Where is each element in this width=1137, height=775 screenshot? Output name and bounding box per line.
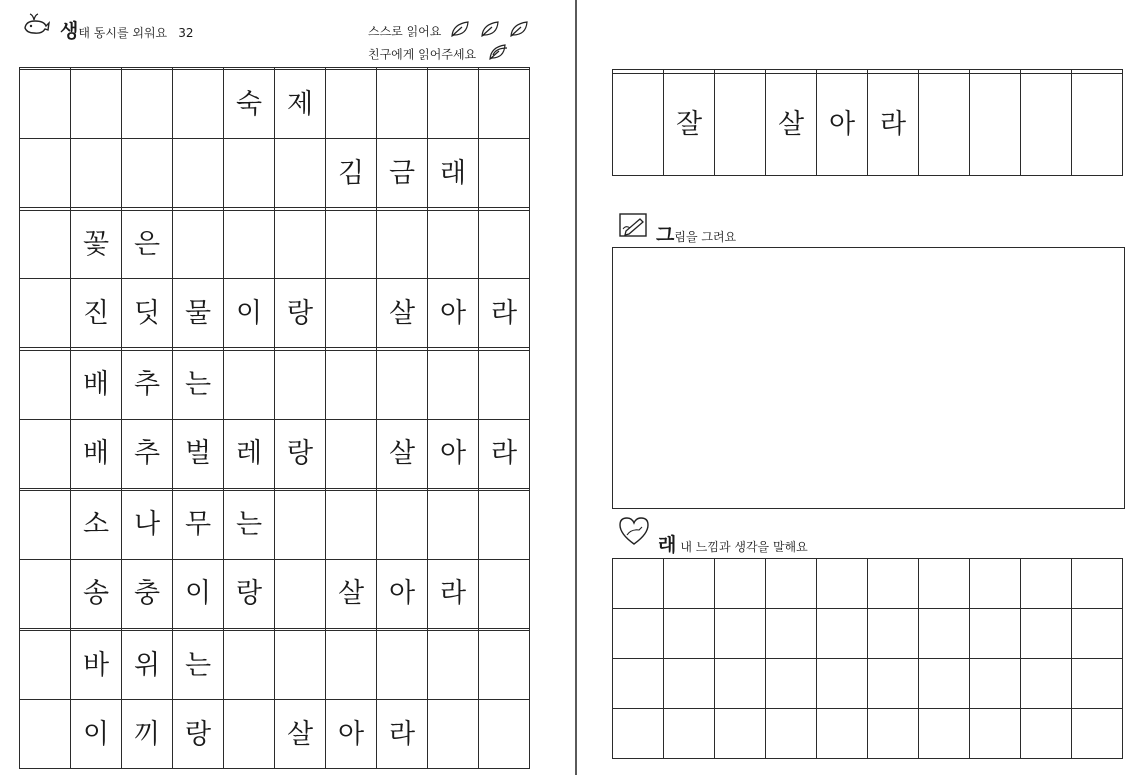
poem-cell [20, 139, 71, 208]
writing-grid[interactable] [612, 558, 1123, 759]
poem-cell: 이 [224, 279, 275, 348]
poem-cell [970, 73, 1021, 175]
poem-cell [71, 139, 122, 208]
poem-cell [224, 210, 275, 279]
grid-row [20, 70, 530, 139]
poem-cell: 배 [71, 419, 122, 488]
writing-cell[interactable] [766, 709, 817, 759]
poem-grid [19, 67, 530, 769]
poem-cell [275, 490, 326, 559]
writing-cell[interactable] [613, 659, 664, 709]
writing-cell[interactable] [1021, 709, 1072, 759]
writing-cell[interactable] [1021, 659, 1072, 709]
writing-cell[interactable] [1021, 559, 1072, 609]
title-big-char: 생 [60, 20, 79, 42]
draw-big-char: 그 [656, 224, 675, 246]
poem-cell [173, 139, 224, 208]
poem-cell [479, 559, 530, 628]
read-friend-label: 친구에게 읽어주세요 [368, 47, 477, 62]
poem-cell [479, 631, 530, 700]
writing-cell[interactable] [817, 659, 868, 709]
poem-cell [20, 490, 71, 559]
grid-row [20, 139, 530, 208]
read-self-label: 스스로 읽어요 [368, 24, 442, 39]
poem-cell [428, 210, 479, 279]
heart-icon [617, 515, 651, 547]
poem-cell [275, 350, 326, 419]
poem-cell [173, 70, 224, 139]
poem-cell: 배 [71, 350, 122, 419]
poem-cell [122, 139, 173, 208]
poem-cell: 라 [868, 73, 919, 175]
writing-cell[interactable] [868, 659, 919, 709]
page-divider [575, 0, 577, 775]
poem-cell [20, 70, 71, 139]
poem-cell [20, 350, 71, 419]
poem-cell: 꽃 [71, 210, 122, 279]
poem-cell [715, 73, 766, 175]
grid-row [20, 559, 530, 628]
pencil-drawing-icon [618, 211, 650, 241]
poem-cell: 는 [173, 631, 224, 700]
poem-cell [428, 350, 479, 419]
poem-cell [275, 210, 326, 279]
page-header-title [60, 16, 194, 43]
writing-cell[interactable] [715, 659, 766, 709]
writing-cell[interactable] [817, 709, 868, 759]
read-self-row [368, 20, 529, 42]
grid-row [613, 609, 1123, 659]
whale-icon [22, 12, 50, 38]
poem-cell: 랑 [173, 700, 224, 769]
poem-cell [20, 419, 71, 488]
poem-cell: 아 [326, 700, 377, 769]
writing-cell[interactable] [613, 709, 664, 759]
poem-cell [1021, 73, 1072, 175]
poem-cell: 랑 [275, 279, 326, 348]
writing-cell[interactable] [817, 559, 868, 609]
poem-cell: 아 [428, 419, 479, 488]
poem-cell [428, 70, 479, 139]
writing-cell[interactable] [1021, 609, 1072, 659]
poem-cell [20, 279, 71, 348]
writing-cell[interactable] [919, 659, 970, 709]
writing-cell[interactable] [970, 559, 1021, 609]
poem-cell: 소 [71, 490, 122, 559]
page-number: 32 [178, 26, 194, 40]
leaf-check-icon[interactable] [509, 20, 529, 42]
poem-cell: 살 [326, 559, 377, 628]
poem-cell [326, 279, 377, 348]
poem-cell: 위 [122, 631, 173, 700]
writing-cell[interactable] [613, 559, 664, 609]
poem-cell [479, 700, 530, 769]
grid-row [20, 700, 530, 769]
writing-cell[interactable] [664, 609, 715, 659]
draw-section-title [656, 220, 736, 247]
poem-cell [377, 70, 428, 139]
poem-cell [479, 210, 530, 279]
poem-cell [224, 700, 275, 769]
poem-cell: 래 [428, 139, 479, 208]
writing-cell[interactable] [664, 659, 715, 709]
leaf-check-icon[interactable] [450, 20, 470, 42]
poem-cell [479, 70, 530, 139]
writing-cell[interactable] [970, 609, 1021, 659]
grid-row [20, 490, 530, 559]
poem-cell: 아 [428, 279, 479, 348]
poem-cell: 물 [173, 279, 224, 348]
grid-row [613, 709, 1123, 759]
writing-cell[interactable] [1072, 659, 1123, 709]
writing-cell[interactable] [970, 709, 1021, 759]
poem-cell [428, 490, 479, 559]
poem-cell [71, 70, 122, 139]
poem-cell: 아 [817, 73, 868, 175]
grid-row [613, 659, 1123, 709]
poem-cell: 진 [71, 279, 122, 348]
grid-row [20, 631, 530, 700]
drawing-area[interactable] [612, 247, 1125, 509]
poem-cell [919, 73, 970, 175]
writing-cell[interactable] [919, 559, 970, 609]
writing-cell[interactable] [919, 609, 970, 659]
poem-cell [122, 70, 173, 139]
writing-cell[interactable] [868, 609, 919, 659]
writing-cell[interactable] [715, 559, 766, 609]
writing-cell[interactable] [766, 609, 817, 659]
poem-cell [613, 73, 664, 175]
poem-cell [326, 350, 377, 419]
poem-cell [1072, 73, 1123, 175]
poem-cell [20, 559, 71, 628]
poem-cell: 살 [377, 279, 428, 348]
writing-cell[interactable] [664, 559, 715, 609]
feel-section-title [658, 530, 808, 557]
grid-row [20, 419, 530, 488]
poem-cell [377, 631, 428, 700]
poem-cell [275, 559, 326, 628]
poem-cell: 김 [326, 139, 377, 208]
poem-cell [479, 490, 530, 559]
poem-cell: 라 [377, 700, 428, 769]
writing-cell[interactable] [919, 709, 970, 759]
continuation-grid [612, 69, 1123, 176]
grid-row [613, 73, 1123, 175]
poem-cell: 레 [224, 419, 275, 488]
poem-cell: 살 [275, 700, 326, 769]
poem-cell: 는 [224, 490, 275, 559]
writing-cell[interactable] [817, 609, 868, 659]
poem-cell [377, 490, 428, 559]
writing-cell[interactable] [715, 609, 766, 659]
poem-cell: 숙 [224, 70, 275, 139]
poem-cell: 송 [71, 559, 122, 628]
grid-row [613, 559, 1123, 609]
poem-cell: 이 [173, 559, 224, 628]
writing-cell[interactable] [1072, 559, 1123, 609]
poem-cell: 은 [122, 210, 173, 279]
writing-cell[interactable] [1072, 609, 1123, 659]
double-leaf-check-icon[interactable] [487, 43, 509, 65]
writing-cell[interactable] [970, 659, 1021, 709]
poem-cell [326, 70, 377, 139]
poem-cell: 잘 [664, 73, 715, 175]
poem-cell: 바 [71, 631, 122, 700]
poem-cell [224, 139, 275, 208]
draw-rest: 림을 그려요 [674, 230, 737, 244]
poem-cell: 추 [122, 419, 173, 488]
feel-rest: 내 느낌과 생각을 말해요 [680, 540, 808, 554]
poem-cell: 충 [122, 559, 173, 628]
poem-cell [326, 631, 377, 700]
writing-cell[interactable] [715, 709, 766, 759]
poem-cell: 랑 [224, 559, 275, 628]
poem-cell: 무 [173, 490, 224, 559]
poem-cell [377, 210, 428, 279]
poem-cell: 는 [173, 350, 224, 419]
writing-cell[interactable] [664, 709, 715, 759]
read-friend-row [368, 43, 509, 65]
poem-cell [224, 631, 275, 700]
feel-big-char: 래 [658, 534, 677, 556]
poem-cell [224, 350, 275, 419]
writing-cell[interactable] [766, 559, 817, 609]
poem-cell: 제 [275, 70, 326, 139]
poem-cell [479, 350, 530, 419]
poem-cell [428, 700, 479, 769]
poem-cell: 끼 [122, 700, 173, 769]
writing-cell[interactable] [1072, 709, 1123, 759]
poem-cell [275, 139, 326, 208]
poem-cell [479, 139, 530, 208]
grid-row [20, 210, 530, 279]
poem-cell [275, 631, 326, 700]
writing-cell[interactable] [766, 659, 817, 709]
poem-cell: 나 [122, 490, 173, 559]
poem-cell [173, 210, 224, 279]
poem-cell: 딧 [122, 279, 173, 348]
poem-cell: 랑 [275, 419, 326, 488]
writing-cell[interactable] [868, 709, 919, 759]
poem-cell: 라 [479, 419, 530, 488]
poem-cell: 금 [377, 139, 428, 208]
poem-cell [326, 419, 377, 488]
writing-cell[interactable] [868, 559, 919, 609]
poem-cell [326, 210, 377, 279]
poem-cell: 라 [428, 559, 479, 628]
poem-cell: 라 [479, 279, 530, 348]
grid-row [20, 350, 530, 419]
poem-cell: 살 [766, 73, 817, 175]
poem-cell: 이 [71, 700, 122, 769]
title-rest: 태 동시를 외워요 [78, 26, 168, 40]
leaf-check-icon[interactable] [480, 20, 500, 42]
poem-cell [20, 210, 71, 279]
poem-cell [377, 350, 428, 419]
grid-row [20, 279, 530, 348]
poem-cell: 살 [377, 419, 428, 488]
poem-cell: 아 [377, 559, 428, 628]
poem-cell [20, 631, 71, 700]
writing-cell[interactable] [613, 609, 664, 659]
poem-cell [428, 631, 479, 700]
poem-cell [326, 490, 377, 559]
poem-cell: 벌 [173, 419, 224, 488]
poem-cell: 추 [122, 350, 173, 419]
poem-cell [20, 700, 71, 769]
